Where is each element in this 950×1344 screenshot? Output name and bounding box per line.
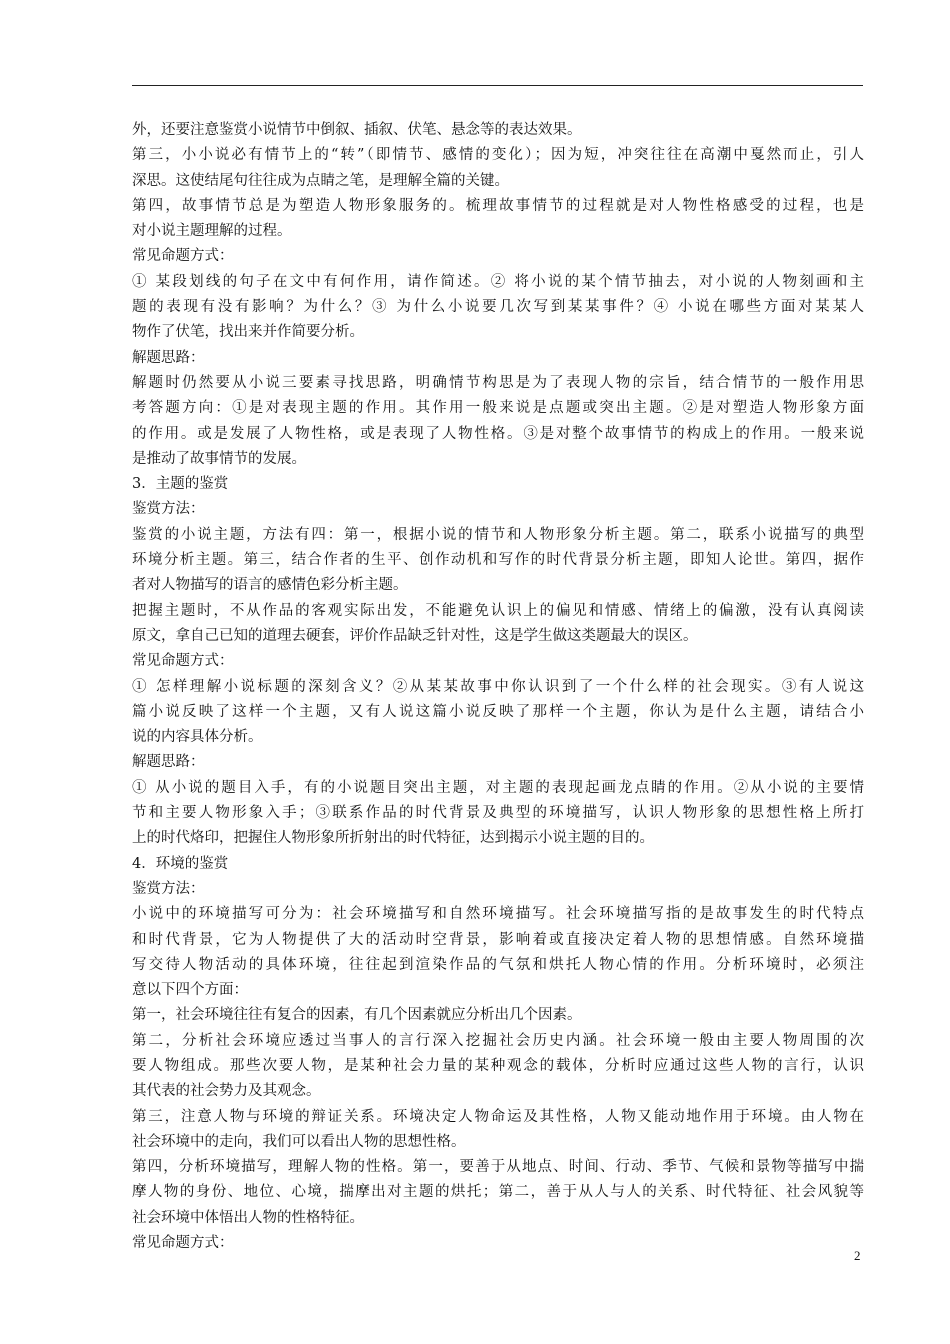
text-line: 深思。这使结尾句往往成为点睛之笔，是理解全篇的关键。 [132,172,509,189]
text-line: 第一，社会环境往往有复合的因素，有几个因素就应分析出几个因素。 [132,1007,582,1024]
text-line: 篇小说反映了这样一个主题，又有人说这篇小说反映了那样一个主题，你认为是什么主题，请结合小 [132,703,864,720]
text-line: 社会环境中体悟出人物的性格特征。 [132,1209,364,1226]
text-line: 是推动了故事情节的发展。 [132,450,306,467]
text-line: 物作了伏笔，找出来并作简要分析。 [132,324,364,341]
text-line: 的作用。或是发展了人物性格，或是表现了人物性格。③是对整个故事情节的构成上的作用。一般来说 [132,425,864,442]
text-line: 第二，分析社会环境应透过当事人的言行深入挖掘社会历史内涵。社会环境一般由主要人物周围的次 [132,1032,864,1049]
text-line: 节和主要人物形象入手；③联系作品的时代背景及典型的环境描写，认识人物形象的思想性格上所打 [132,805,864,822]
text-line: ① 某段划线的句子在文中有何作用，请作简述。② 将小说的某个情节抽去，对小说的人物刻画和主 [132,273,864,290]
text-line: 环境分析主题。第三，结合作者的生平、创作动机和写作的时代背景分析主题，即知人论世。第四，据作 [132,552,864,569]
text-line: ① 从小说的题目入手，有的小说题目突出主题，对主题的表现起画龙点睛的作用。②从小说的主要情 [132,779,864,796]
text-line: 常见命题方式： [132,653,234,670]
text-line: 对小说主题理解的过程。 [132,223,292,240]
text-line: 3．主题的鉴赏 [132,476,229,493]
text-line: 原文，拿自己已知的道理去硬套，评价作品缺乏针对性，这是学生做这类题最大的误区。 [132,627,698,644]
document-body [132,118,864,1256]
text-line: 常见命题方式： [132,248,234,265]
text-line: 第三，小小说必有情节上的“转”（即情节、感情的变化）；因为短，冲突往往在高潮中戛然而止，引人 [132,147,864,164]
header-rule [132,85,863,86]
text-line: 常见命题方式： [132,1235,234,1252]
text-line: 和时代背景，它为人物提供了大的活动时空背景，影响着或直接决定着人物的思想情感。自然环境描 [132,931,864,948]
text-line: 鉴赏方法： [132,880,205,897]
text-line: 外，还要注意鉴赏小说情节中倒叙、插叙、伏笔、悬念等的表达效果。 [132,122,582,138]
text-line: 解题思路： [132,754,205,771]
page-number: 2 [854,1248,861,1263]
text-line: 题的表现有没有影响？为什么？③ 为什么小说要几次写到某某事件？④ 小说在哪些方面对某某人 [132,299,864,316]
text-line: 社会环境中的走向，我们可以看出人物的思想性格。 [132,1133,466,1150]
text-line: 鉴赏的小说主题，方法有四：第一，根据小说的情节和人物形象分析主题。第二，联系小说描写的典型 [132,526,864,543]
text-line: ① 怎样理解小说标题的深刻含义？②从某某故事中你认识到了一个什么样的社会现实。③有人说这 [132,678,864,695]
text-line: 第三，注意人物与环境的辩证关系。环境决定人物命运及其性格，人物又能动地作用于环境。由人物在 [132,1108,864,1125]
text-line: 解题思路： [132,349,205,366]
text-line: 要人物组成。那些次要人物，是某种社会力量的某种观念的载体，分析时应通过这些人物的言行，认识 [132,1057,864,1074]
text-line: 考答题方向：①是对表现主题的作用。其作用一般来说是点题或突出主题。②是对塑造人物形象方面 [132,400,864,417]
text-line: 说的内容具体分析。 [132,729,263,746]
text-line: 上的时代烙印，把握住人物形象所折射出的时代特征，达到揭示小说主题的目的。 [132,830,654,847]
text-line: 者对人物描写的语言的感情色彩分析主题。 [132,577,408,594]
text-line: 把握主题时，不从作品的客观实际出发，不能避免认识上的偏见和情感、情绪上的偏激，没有认真阅读 [132,602,864,619]
text-line: 4．环境的鉴赏 [132,855,229,872]
text-line: 第四，故事情节总是为塑造人物形象服务的。梳理故事情节的过程就是对人物性格感受的过程，也是 [132,197,864,214]
text-line: 鉴赏方法： [132,501,205,518]
text-line: 小说中的环境描写可分为：社会环境描写和自然环境描写。社会环境描写指的是故事发生的时代特点 [132,906,864,923]
text-line: 摩人物的身份、地位、心境，揣摩出对主题的烘托；第二，善于从人与人的关系、时代特征、社会风貌等 [132,1184,864,1201]
text-line: 第四，分析环境描写，理解人物的性格。第一，要善于从地点、时间、行动、季节、气候和景物等描写中揣 [132,1159,864,1176]
text-line: 其代表的社会势力及其观念。 [132,1083,321,1100]
text-line: 解题时仍然要从小说三要素寻找思路，明确情节构思是为了表现人物的宗旨，结合情节的一般作用思 [132,374,864,391]
text-line: 写交待人物活动的具体环境，往往起到渲染作品的气氛和烘托人物心情的作用。分析环境时，必须注 [132,956,864,973]
text-line: 意以下四个方面： [132,982,248,999]
